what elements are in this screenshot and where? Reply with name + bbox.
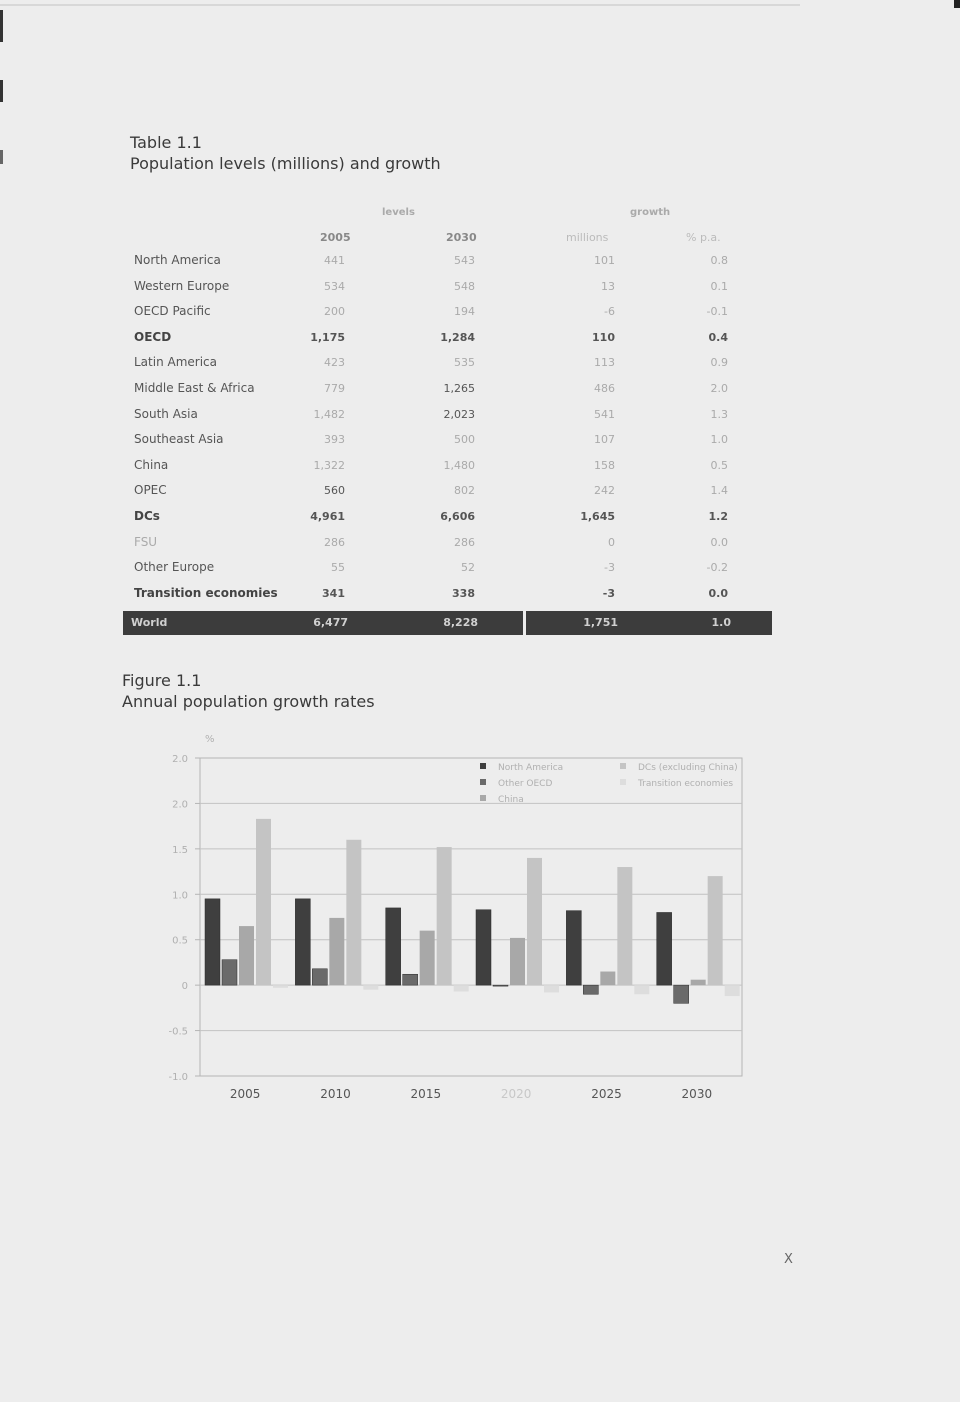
world-growth-millions: 1,751 (583, 616, 618, 629)
cell-2005: 560 (324, 484, 345, 498)
cell-2030: 548 (454, 279, 475, 293)
y-tick-label: 0.5 (172, 935, 188, 947)
bar-china (510, 938, 525, 985)
world-growth-percent: 1.0 (711, 616, 731, 629)
bar-china (329, 918, 344, 985)
cell-growth-percent: 0.9 (710, 356, 728, 370)
world-2005: 6,477 (313, 616, 348, 629)
row-label: FSU (134, 534, 158, 549)
y-tick-label: -1.0 (168, 1072, 188, 1083)
row-label: China (134, 457, 169, 472)
cell-growth-millions: 101 (594, 254, 615, 267)
cell-growth-millions: 113 (594, 356, 615, 370)
cell-growth-millions: 107 (594, 433, 615, 447)
cell-growth-percent: -0.2 (706, 561, 728, 575)
cell-growth-percent: 1.0 (710, 433, 728, 447)
bar-other-oecd (403, 974, 418, 985)
binding-mark (0, 150, 3, 164)
scan-corner-mark (954, 0, 960, 8)
row-label: OECD (134, 329, 172, 344)
cell-growth-millions: 1,645 (580, 510, 615, 523)
x-tick-label: 2020 (500, 1087, 532, 1101)
cell-2030: 500 (454, 433, 475, 447)
legend-swatch (480, 795, 486, 801)
y-tick-label: 2.0 (172, 754, 188, 765)
bar-north-america (295, 899, 310, 985)
cell-growth-percent: 0.1 (710, 279, 728, 293)
cell-2005: 534 (324, 279, 345, 293)
row-label: Transition economies (134, 585, 278, 600)
cell-2005: 779 (324, 382, 345, 395)
legend-swatch (480, 763, 486, 769)
y-tick-label: -0.5 (168, 1026, 188, 1038)
binding-mark (0, 80, 3, 102)
cell-growth-percent: 0.4 (708, 330, 728, 344)
cell-2005: 286 (324, 535, 345, 549)
cell-2005: 423 (324, 356, 345, 370)
cell-2005: 393 (324, 433, 345, 447)
bar-china (691, 980, 706, 985)
table-heading (130, 132, 441, 174)
cell-2030: 802 (454, 484, 475, 498)
cell-2030: 543 (454, 254, 475, 267)
cell-growth-percent: -0.1 (706, 305, 728, 319)
cell-growth-percent: 0.8 (710, 254, 728, 267)
bar-dcs-excluding-china- (708, 876, 723, 985)
cell-2030: 1,284 (440, 330, 475, 344)
cell-2030: 1,265 (443, 382, 475, 395)
bar-dcs-excluding-china- (346, 840, 361, 985)
cell-growth-millions: 486 (594, 382, 615, 395)
world-2030: 8,228 (443, 616, 478, 629)
legend-label: DCs (excluding China) (638, 763, 738, 773)
binding-mark (0, 10, 3, 42)
cell-growth-millions: 13 (601, 279, 615, 293)
cell-growth-percent: 0.0 (710, 535, 728, 549)
cell-2005: 55 (331, 561, 345, 575)
cell-2005: 341 (322, 586, 345, 600)
legend-label: North America (498, 763, 564, 773)
cell-2030: 286 (454, 535, 475, 549)
figure-title: Annual population growth rates (122, 692, 375, 711)
col-header-2030: 2030 (446, 231, 477, 244)
legend-swatch (620, 763, 626, 769)
row-label: Middle East & Africa (134, 381, 255, 395)
column-gap (523, 611, 526, 635)
table-caption: Table 1.1 (130, 133, 202, 152)
population-table (120, 200, 772, 640)
cell-growth-millions: 110 (592, 330, 615, 344)
bar-transition-economies (363, 985, 378, 990)
bar-transition-economies (634, 985, 649, 994)
cell-2030: 6,606 (440, 510, 475, 523)
cell-growth-percent: 1.2 (708, 510, 728, 523)
cell-growth-millions: -3 (604, 561, 615, 575)
cell-growth-millions: 541 (594, 407, 615, 421)
cell-2005: 1,482 (313, 407, 345, 421)
bar-transition-economies (544, 985, 559, 992)
cell-growth-millions: 158 (594, 458, 615, 472)
growth-rate-chart (150, 730, 750, 1110)
bar-dcs-excluding-china- (437, 847, 452, 985)
y-axis-label: % (205, 734, 215, 745)
cell-growth-percent: 2.0 (710, 382, 728, 395)
legend-swatch (480, 779, 486, 785)
cell-2005: 441 (324, 254, 345, 267)
cell-growth-millions: 242 (594, 484, 615, 498)
bar-transition-economies (454, 985, 469, 991)
top-rule (0, 4, 800, 6)
table-title: Population levels (millions) and growth (130, 154, 441, 173)
bar-north-america (657, 912, 672, 985)
cell-2030: 1,480 (443, 458, 475, 472)
row-label: Western Europe (134, 278, 230, 293)
x-tick-label: 2010 (320, 1087, 351, 1101)
cell-2005: 1,322 (313, 458, 345, 472)
bar-transition-economies (273, 985, 288, 988)
bar-dcs-excluding-china- (527, 858, 542, 985)
bar-other-oecd (222, 960, 237, 985)
x-tick-label: 2025 (591, 1087, 622, 1101)
page-number: X (784, 1252, 793, 1267)
col-header-2005: 2005 (320, 231, 351, 244)
y-tick-label: 0 (181, 981, 188, 993)
figure-heading (122, 670, 375, 712)
bar-north-america (566, 911, 581, 986)
row-label: OECD Pacific (134, 304, 211, 319)
y-tick-label: 1.0 (172, 890, 188, 902)
x-tick-label: 2015 (410, 1087, 442, 1101)
bar-china (420, 931, 435, 986)
group-header-growth: growth (630, 207, 671, 218)
bar-other-oecd (583, 985, 598, 994)
row-label: Other Europe (134, 560, 215, 575)
y-tick-label: 2.0 (172, 799, 188, 811)
row-label: Southeast Asia (134, 432, 224, 447)
cell-growth-percent: 1.3 (710, 407, 728, 421)
col-header-percent: % p.a. (686, 231, 721, 244)
bar-dcs-excluding-china- (617, 867, 632, 985)
bar-north-america (205, 899, 220, 985)
legend-label: Other OECD (498, 779, 553, 789)
bar-other-oecd (493, 985, 508, 986)
x-tick-label: 2030 (681, 1087, 713, 1101)
row-label: North America (134, 253, 221, 267)
bar-other-oecd (312, 969, 327, 985)
y-tick-label: 1.5 (172, 844, 188, 856)
bar-north-america (476, 910, 491, 985)
row-label: Latin America (134, 355, 217, 370)
cell-growth-millions: -3 (602, 586, 615, 600)
legend-label: China (498, 795, 524, 805)
bar-north-america (386, 908, 401, 985)
row-label: DCs (134, 509, 160, 523)
cell-2005: 4,961 (310, 510, 345, 523)
legend-swatch (620, 779, 626, 785)
legend-label: Transition economies (638, 779, 734, 789)
cell-2030: 535 (454, 356, 475, 370)
cell-2005: 200 (324, 305, 345, 319)
x-tick-label: 2005 (229, 1087, 261, 1101)
cell-growth-millions: -6 (604, 305, 615, 319)
col-header-millions: millions (566, 231, 609, 244)
bar-other-oecd (674, 985, 689, 1003)
row-label: South Asia (134, 406, 198, 421)
cell-2030: 2,023 (443, 407, 475, 421)
bar-dcs-excluding-china- (256, 819, 271, 985)
cell-growth-millions: 0 (608, 535, 615, 549)
group-header-levels: levels (382, 207, 415, 218)
row-label: OPEC (134, 483, 167, 498)
world-row (123, 611, 772, 635)
cell-2030: 338 (452, 586, 475, 600)
bar-china (239, 926, 254, 985)
cell-growth-percent: 1.4 (710, 484, 728, 498)
cell-growth-percent: 0.0 (708, 586, 728, 600)
world-label: World (131, 616, 168, 629)
figure-caption: Figure 1.1 (122, 671, 202, 690)
bar-china (600, 972, 615, 986)
cell-2030: 194 (454, 305, 475, 319)
cell-2030: 52 (461, 561, 475, 575)
cell-2005: 1,175 (310, 330, 345, 344)
bar-transition-economies (725, 985, 740, 996)
cell-growth-percent: 0.5 (710, 458, 728, 472)
